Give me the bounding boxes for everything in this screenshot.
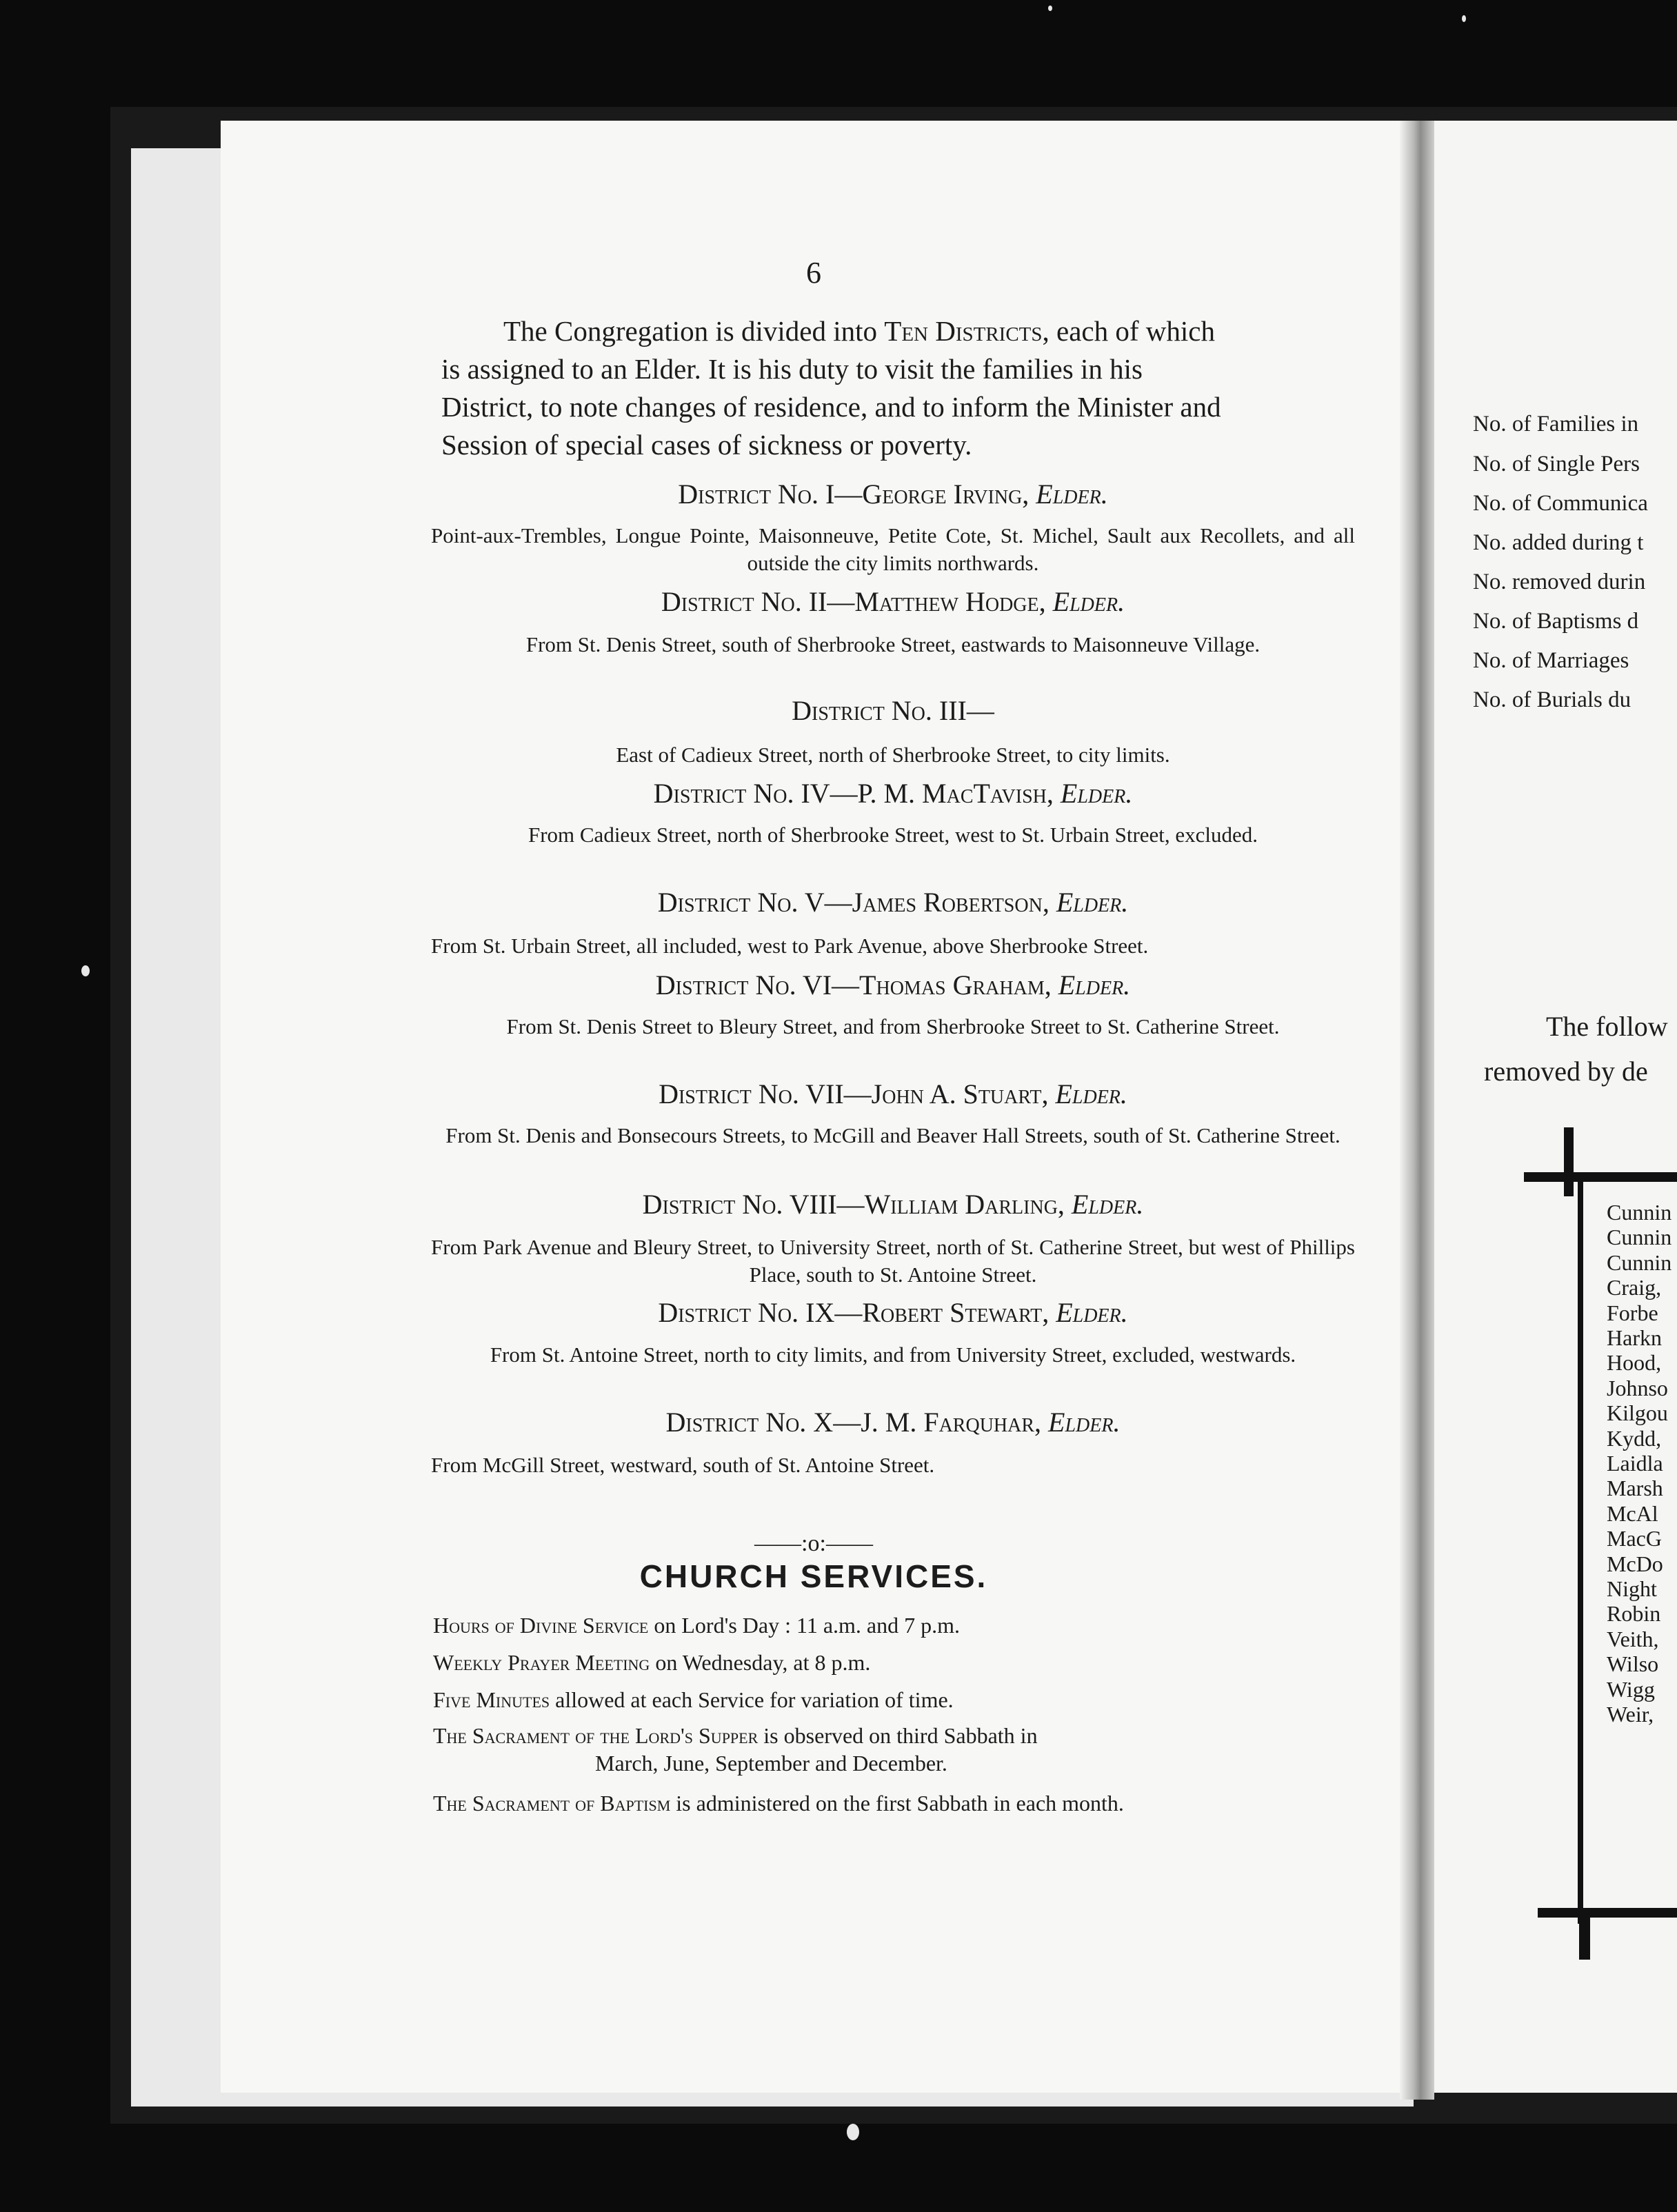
name-entry: Forbe xyxy=(1607,1300,1658,1325)
district-heading-9: District No. IX—Robert Stewart, Elder. xyxy=(658,1297,1128,1328)
district-area-3: East of Cadieux Street, north of Sherbrooke Street, to city limits. xyxy=(616,743,1170,767)
district-heading-6: District No. VI—Thomas Graham, Elder. xyxy=(655,969,1131,1001)
district-area-6: From St. Denis Street to Bleury Street, and from Sherbrooke Street to St. Catherine Street. xyxy=(506,1014,1280,1038)
scan-speck xyxy=(847,2124,859,2140)
name-entry: Cunnin xyxy=(1607,1249,1672,1275)
district-area-7: From St. Denis and Bonsecours Streets, to McGill and Beaver Hall Streets, south of St. Catherine Street. xyxy=(445,1123,1340,1147)
book-gutter xyxy=(1400,121,1434,2100)
name-entry: Night xyxy=(1607,1576,1657,1601)
name-entry: Craig, xyxy=(1607,1275,1662,1300)
stat-line-3: No. of Communica xyxy=(1473,491,1648,516)
stat-line-6: No. of Baptisms d xyxy=(1473,609,1639,634)
scan-speck xyxy=(1048,6,1052,11)
district-heading-7: District No. VII—John A. Stuart, Elder. xyxy=(659,1078,1127,1109)
name-entry: MacG xyxy=(1607,1526,1662,1551)
district-area-5: From St. Urbain Street, all included, west to Park Avenue, above Sherbrooke Street. xyxy=(431,934,1149,958)
district-area-9: From St. Antoine Street, north to city limits, and from University Street, excluded, westwards. xyxy=(490,1343,1296,1367)
church-services-heading: CHURCH SERVICES. xyxy=(639,1558,988,1594)
district-heading-10: District No. X—J. M. Farquhar, Elder. xyxy=(665,1407,1121,1438)
scan-speck xyxy=(1462,15,1466,22)
name-entry: McDo xyxy=(1607,1551,1663,1576)
name-entry: Cunnin xyxy=(1607,1200,1672,1225)
section-separator: ——:o:—— xyxy=(754,1531,873,1556)
district-area-1: Point-aux-Trembles, Longue Pointe, Maisonneuve, Petite Cote, St. Michel, Sault aux Recollets, and all outside the city limits northwards. xyxy=(431,523,1355,575)
service-line-2: Weekly Prayer Meeting on Wednesday, at 8 p.m. xyxy=(433,1650,871,1675)
district-heading-5: District No. V—James Robertson, Elder. xyxy=(657,887,1129,918)
stat-line-1: No. of Families in xyxy=(1473,412,1639,436)
stat-line-7: No. of Marriages xyxy=(1473,648,1629,673)
stat-line-2: No. of Single Pers xyxy=(1473,452,1640,476)
name-entry: McAl xyxy=(1607,1500,1658,1526)
service-line-1: Hours of Divine Service on Lord's Day : 11 a.m. and 7 p.m. xyxy=(433,1613,960,1638)
district-area-8: From Park Avenue and Bleury Street, to University Street, north of St. Catherine Street, but west of Phillips Place, south to St. Antoine Street. xyxy=(431,1235,1355,1287)
name-entry: Kydd, xyxy=(1607,1425,1662,1451)
name-entry: Johnso xyxy=(1607,1375,1668,1400)
name-entry: Robin xyxy=(1607,1601,1661,1627)
intro-paragraph: The Congregation is divided into Ten Districts, each of which is assigned to an Elder. It is his duty to visit the families in his District, to note changes of residence, and to inform the Minister and Session of special cases of sickness or poverty. xyxy=(441,315,1221,461)
district-area-10: From McGill Street, westward, south of St. Antoine Street. xyxy=(431,1453,935,1477)
stat-line-5: No. removed durin xyxy=(1473,570,1646,594)
district-area-2: From St. Denis Street, south of Sherbrooke Street, eastwards to Maisonneuve Village. xyxy=(525,632,1261,656)
left-page xyxy=(221,121,1407,2093)
name-entry: Veith, xyxy=(1607,1626,1659,1651)
scan-speck xyxy=(81,965,90,976)
name-entry: Wilso xyxy=(1607,1651,1659,1677)
right-page xyxy=(1434,121,1677,2093)
name-entry: Hood, xyxy=(1607,1350,1662,1376)
name-entry: Wigg xyxy=(1607,1676,1655,1702)
name-entry: Kilgou xyxy=(1607,1400,1668,1426)
name-entry: Harkn xyxy=(1607,1325,1662,1350)
district-heading-8: District No. VIII—William Darling, Elder. xyxy=(642,1189,1144,1220)
district-heading-4: District No. IV—P. M. MacTavish, Elder. xyxy=(653,778,1133,809)
name-entry: Cunnin xyxy=(1607,1225,1672,1250)
district-area-4: From Cadieux Street, north of Sherbrooke Street, west to St. Urbain Street, excluded. xyxy=(528,823,1258,847)
right-text-line-1: The follow xyxy=(1546,1011,1668,1042)
page-number: 6 xyxy=(806,256,821,290)
district-heading-1: District No. I—George Irving, Elder. xyxy=(678,479,1108,510)
service-line-3: Five Minutes allowed at each Service for variation of time. xyxy=(433,1687,954,1712)
frame-top-rule xyxy=(1524,1172,1677,1182)
name-entry: Laidla xyxy=(1607,1451,1663,1476)
right-text-line-2: removed by de xyxy=(1484,1056,1648,1087)
district-heading-2: District No. II—Matthew Hodge, Elder. xyxy=(661,586,1125,617)
frame-top-post xyxy=(1564,1127,1574,1196)
name-entry: Marsh xyxy=(1607,1476,1663,1501)
name-entry: Weir, xyxy=(1607,1702,1654,1727)
frame-left-rule xyxy=(1578,1172,1583,1924)
ten-districts-text: Ten Districts xyxy=(884,315,1043,347)
district-heading-3: District No. III— xyxy=(792,695,994,726)
stat-line-8: No. of Burials du xyxy=(1473,687,1631,712)
stat-line-4: No. added during t xyxy=(1473,530,1644,555)
frame-bottom-rule xyxy=(1538,1908,1677,1918)
service-line-4: The Sacrament of the Lord's Supper is observed on third Sabbath in March, June, September and December. xyxy=(433,1723,1038,1776)
frame-bottom-post xyxy=(1579,1908,1590,1960)
service-line-5: The Sacrament of Baptism is administered on the first Sabbath in each month. xyxy=(433,1791,1124,1816)
